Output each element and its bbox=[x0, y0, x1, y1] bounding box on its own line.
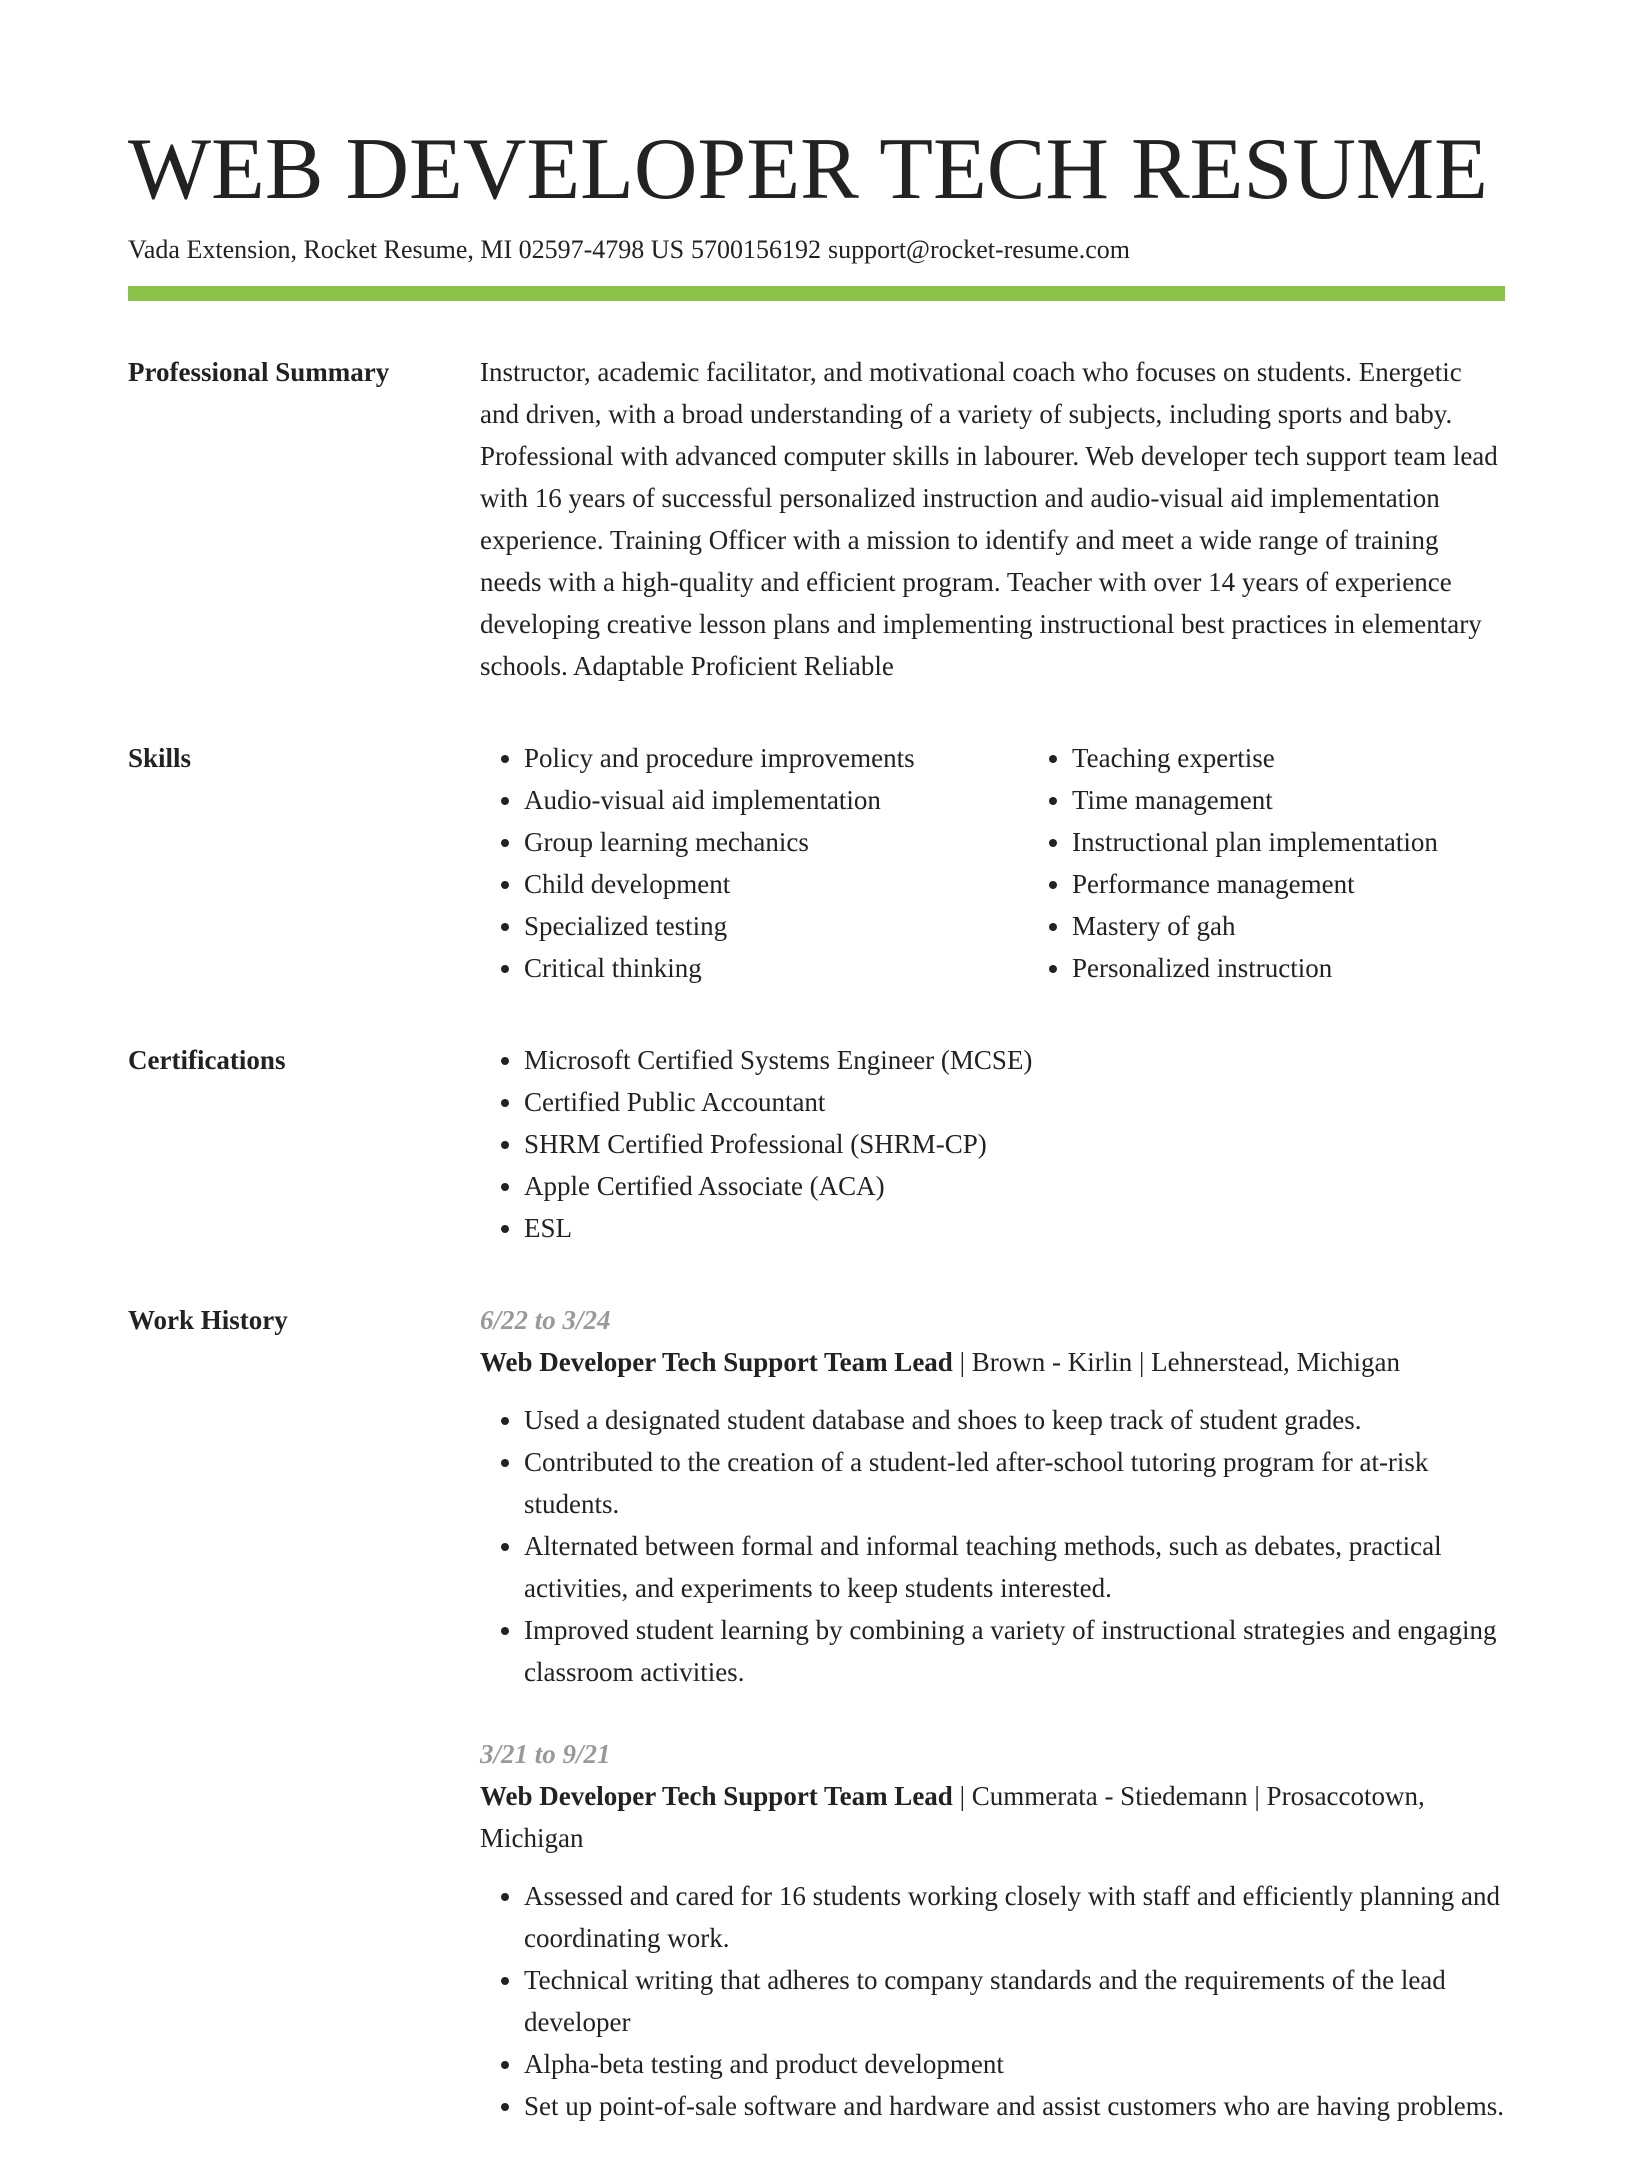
job-bullet: • Assessed and cared for 16 students working closely with staff and efficiently planning and coordinating work. bbox=[524, 1875, 1505, 1959]
section-summary bbox=[128, 351, 1505, 687]
job-company-location: | Brown - Kirlin | Lehnerstead, Michigan bbox=[952, 1347, 1401, 1377]
contact-phone: 5700156192 bbox=[691, 235, 822, 264]
job-bullets bbox=[480, 1399, 1505, 1693]
header-divider bbox=[128, 286, 1505, 301]
skill-item: • Child development bbox=[524, 863, 1028, 905]
job-bullet: • Set up point-of-sale software and hardware and assist customers who are having problems. bbox=[524, 2085, 1505, 2127]
job-entry bbox=[480, 1299, 1505, 1693]
section-certifications bbox=[128, 1039, 1505, 1249]
skill-item: • Performance management bbox=[1072, 863, 1572, 905]
job-bullet: • Contributed to the creation of a student-led after-school tutoring program for at-risk students. bbox=[524, 1441, 1505, 1525]
skill-item: • Audio-visual aid implementation bbox=[524, 779, 1028, 821]
job-heading bbox=[480, 1341, 1505, 1383]
skill-item: • Mastery of gah bbox=[1072, 905, 1572, 947]
job-heading bbox=[480, 1775, 1505, 1859]
section-skills bbox=[128, 737, 1505, 989]
certification-item: • Certified Public Accountant bbox=[524, 1081, 1505, 1123]
skill-item: • Policy and procedure improvements bbox=[524, 737, 1028, 779]
contact-email: support@rocket-resume.com bbox=[828, 235, 1130, 264]
job-bullet: • Alternated between formal and informal teaching methods, such as debates, practical activities, and experiments to keep students interested. bbox=[524, 1525, 1505, 1609]
skill-item: • Teaching expertise bbox=[1072, 737, 1572, 779]
job-dates: 6/22 to 3/24 bbox=[480, 1305, 611, 1335]
job-entry bbox=[480, 1733, 1505, 2127]
contact-address: Vada Extension, Rocket Resume, MI 02597-4798 US bbox=[128, 235, 685, 264]
certification-item: • ESL bbox=[524, 1207, 1505, 1249]
job-bullet: • Alpha-beta testing and product development bbox=[524, 2043, 1505, 2085]
skill-item: • Instructional plan implementation bbox=[1072, 821, 1572, 863]
section-label-work-history: Work History bbox=[128, 1305, 288, 1335]
skills-column-1 bbox=[480, 737, 1028, 989]
skills-column-2 bbox=[1028, 737, 1572, 989]
summary-text: Instructor, academic facilitator, and motivational coach who focuses on students. Energetic and driven, with a broad understanding of a variety of subjects, including sports and baby. Professional with advanced computer skills in labourer. Web developer tech support team lead with 16 years of successful personalized instruction and audio-visual aid implementation experience. Training Officer with a mission to identify and meet a wide range of training needs with a high-quality and efficient program. Teacher with over 14 years of experience developing creative lesson plans and implementing instructional best practices in elementary schools. Adaptable Proficient Reliable bbox=[480, 357, 1498, 681]
job-bullet: • Used a designated student database and shoes to keep track of student grades. bbox=[524, 1399, 1505, 1441]
section-work-history bbox=[128, 1299, 1505, 2167]
certification-item: • Apple Certified Associate (ACA) bbox=[524, 1165, 1505, 1207]
skill-item: • Personalized instruction bbox=[1072, 947, 1572, 989]
certifications-list bbox=[480, 1039, 1505, 1249]
job-bullets bbox=[480, 1875, 1505, 2127]
skill-item: • Group learning mechanics bbox=[524, 821, 1028, 863]
job-dates: 3/21 to 9/21 bbox=[480, 1739, 611, 1769]
resume-title: WEB DEVELOPER TECH RESUME bbox=[128, 121, 1488, 218]
certification-item: • SHRM Certified Professional (SHRM-CP) bbox=[524, 1123, 1505, 1165]
skill-item: • Critical thinking bbox=[524, 947, 1028, 989]
job-title: Web Developer Tech Support Team Lead bbox=[480, 1347, 953, 1377]
section-label-skills: Skills bbox=[128, 743, 192, 773]
section-label-summary: Professional Summary bbox=[128, 357, 390, 387]
job-bullet: • Improved student learning by combining a variety of instructional strategies and engaging classroom activities. bbox=[524, 1609, 1505, 1693]
skill-item: • Specialized testing bbox=[524, 905, 1028, 947]
job-title: Web Developer Tech Support Team Lead bbox=[480, 1781, 953, 1811]
skills-grid bbox=[480, 737, 1572, 989]
section-label-certifications: Certifications bbox=[128, 1045, 286, 1075]
job-company-location: | Cummerata - Stiedemann | Prosaccotown, Michigan bbox=[480, 1781, 1425, 1853]
resume-page bbox=[128, 120, 1505, 2167]
contact-line bbox=[128, 230, 1505, 270]
job-bullet: • Technical writing that adheres to company standards and the requirements of the lead developer bbox=[524, 1959, 1505, 2043]
certification-item: • Microsoft Certified Systems Engineer (MCSE) bbox=[524, 1039, 1505, 1081]
skill-item: • Time management bbox=[1072, 779, 1572, 821]
